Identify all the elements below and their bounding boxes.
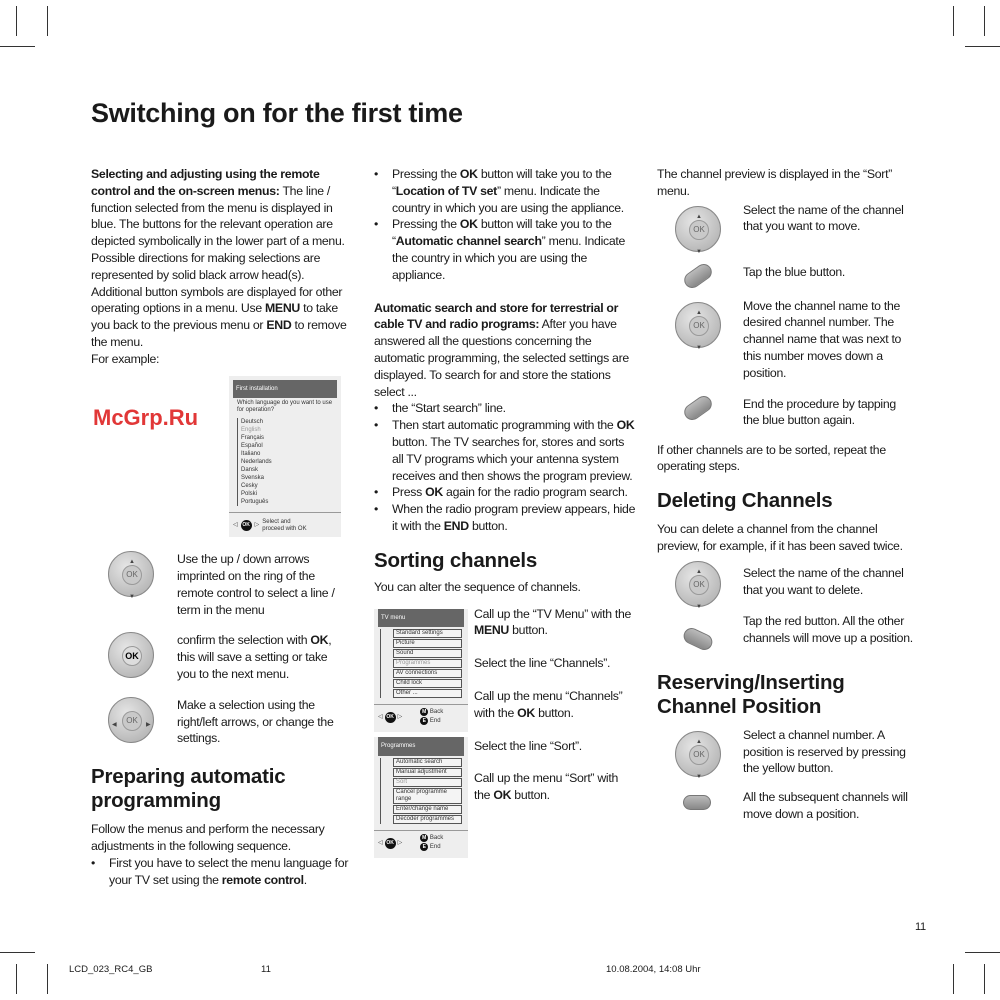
bullet-location: [374, 166, 636, 216]
watermark: McGrp.Ru: [93, 404, 199, 430]
text-segment: confirm the selection with: [177, 633, 311, 648]
remote-control-updown-icon: ▲ ▼ OK: [675, 731, 721, 777]
text-segment: the “Start search” line.: [392, 401, 506, 416]
end-button-icon: E: [420, 717, 428, 725]
text-segment: Pressing the: [392, 217, 460, 232]
language-option: Español: [241, 443, 263, 450]
text-segment: You can alter the sequence of channels.: [374, 579, 581, 594]
ok-button-icon: OK: [385, 838, 396, 849]
heading-reserving-channel: Reserving/Inserting Channel Position: [657, 670, 845, 718]
crop-mark: [47, 6, 48, 36]
text-segment: First you have to select the menu language for your TV set using the: [109, 855, 349, 887]
bold-text: OK: [459, 217, 478, 232]
language-option: Português: [241, 499, 269, 506]
text-segment: button. The TV searches for, stores and sorts all TV programs which your antenna system receives and then shows the program preview.: [392, 434, 633, 483]
text-segment: Press: [392, 485, 426, 500]
text-segment: to take you back to the previous menu or: [91, 301, 338, 333]
crop-mark: [984, 964, 985, 994]
text-segment: Call up the menu “Sort” with the: [474, 771, 619, 803]
reserve-step-1: [743, 727, 915, 777]
menu-button-icon: M: [422, 709, 427, 716]
bold-text: OK: [517, 705, 535, 720]
text-segment: Make a selection using the right/left arrows, or change the settings.: [177, 697, 334, 746]
heading-preparing-programming: Preparing automatic programming: [91, 765, 286, 813]
footer-file: LCD_023_RC4_GB: [69, 964, 153, 975]
crop-mark: [965, 952, 1000, 953]
footer-page: 11: [261, 964, 271, 975]
language-option: Deutsch: [241, 419, 264, 426]
text-segment: All the subsequent channels will move down a position.: [743, 790, 908, 821]
menu-item: Enter/change name: [393, 805, 462, 814]
menu-item: Picture: [393, 639, 462, 648]
arrow-left-icon: ◁: [233, 522, 238, 529]
text-segment: .: [303, 872, 307, 887]
text-segment: Tap the red button. All the other channels will move up a position.: [743, 613, 913, 645]
remote-control-updown-icon: ▲ ▼ OK: [675, 561, 721, 607]
bold-text: MENU: [474, 623, 510, 638]
column-3: [657, 166, 919, 823]
text-segment: Select the line “Sort”.: [474, 738, 582, 753]
menu-hint: Select and proceed with OK: [262, 518, 307, 532]
move-step-4: [743, 396, 915, 430]
crop-mark: [953, 6, 954, 36]
bold-text: OK: [425, 485, 443, 500]
page-title: Switching on for the first time: [91, 98, 463, 128]
text-segment: The channel preview is displayed in the “Sort” menu.: [657, 167, 892, 198]
ok-label: OK: [122, 646, 142, 666]
prep-bullet: [91, 855, 349, 889]
bold-text: MENU: [264, 301, 300, 316]
bold-text: Selecting and adjusting using the remote control and the on-screen menus:: [91, 167, 320, 198]
red-button-icon: [681, 625, 715, 652]
bullet-start-programming: [374, 417, 636, 484]
crop-mark: [984, 6, 985, 36]
language-list: [237, 418, 341, 506]
remote-control-updown-icon: ▲ ▼ OK: [108, 551, 154, 597]
crop-mark: [16, 964, 17, 994]
text-segment: Select the name of the channel that you want to move.: [743, 202, 904, 234]
language-option: Polski: [241, 491, 258, 498]
intro-paragraph: [91, 166, 349, 351]
auto-search-paragraph: [374, 300, 636, 401]
end-label: End: [429, 718, 441, 725]
menu-item: Automatic search: [393, 758, 462, 767]
ok-label: OK: [689, 575, 709, 595]
ok-label: OK: [689, 745, 709, 765]
remote-control-updown-icon: ▲ ▼ OK: [675, 206, 721, 252]
sort-step-5: [474, 770, 636, 804]
blue-button-icon: [681, 260, 715, 290]
heading-sorting-channels: Sorting channels: [374, 548, 538, 572]
text-segment: If other channels are to be sorted, repeat the operating steps.: [657, 442, 886, 474]
ok-button-icon: OK: [241, 520, 252, 531]
blue-button-icon: [681, 392, 715, 422]
tv-menu-screenshot: [374, 609, 468, 733]
text-segment: Call up the “TV Menu” with the: [474, 606, 632, 621]
crop-mark: [0, 46, 35, 47]
text-segment: ” menu. Indicate the country in which you are using the appliance.: [392, 234, 626, 282]
menu-item: AV connections: [393, 669, 462, 678]
text-segment: button.: [534, 705, 574, 720]
menu-item: Decoder programmes: [393, 815, 462, 824]
text-segment: Call up the menu “Channels” with the: [474, 688, 623, 720]
bold-text: remote control: [221, 872, 304, 887]
text-segment: to remove the menu.: [91, 318, 347, 349]
bullet-channel-search: [374, 216, 636, 283]
menu-item: Programmes: [393, 659, 462, 668]
ok-label: OK: [122, 565, 142, 585]
language-option: Italiano: [241, 451, 261, 458]
end-label: End: [429, 844, 441, 851]
text-segment: When the radio program preview appears, hide it with the: [392, 502, 636, 533]
text-segment: End the procedure by tapping the blue button again.: [743, 396, 896, 428]
menu-title: Programmes: [378, 737, 464, 756]
text-segment: button will take you to the “: [392, 167, 612, 198]
deleting-paragraph: [657, 521, 919, 555]
menu-item: Sort: [393, 778, 462, 787]
text-segment: Select a channel number. A position is reserved by pressing the yellow button.: [743, 727, 906, 776]
text-segment: Use the up / down arrows imprinted on the ring of the remote control to select a line / term in the menu: [177, 552, 335, 617]
text-segment: button.: [509, 623, 548, 638]
preview-paragraph: [657, 166, 919, 200]
bold-text: END: [266, 318, 292, 333]
bullet-radio-search: [374, 484, 636, 501]
language-option: Nederlands: [241, 459, 272, 466]
heading-deleting-channels: Deleting Channels: [657, 489, 833, 513]
bold-text: OK: [459, 167, 478, 181]
text-segment: Pressing the: [392, 167, 460, 181]
prep-paragraph: [91, 821, 349, 855]
for-example-label: For example:: [91, 351, 160, 366]
text-segment: Move the channel name to the desired channel number. The channel name that was next to this number moves down a position.: [743, 298, 902, 380]
bullet-start-search: [374, 400, 636, 417]
language-option: English: [241, 427, 261, 434]
menu-item: Other ...: [393, 689, 462, 698]
bold-text: END: [443, 518, 469, 533]
text-segment: button will take you to the “: [392, 217, 612, 249]
page-number: 11: [915, 921, 926, 933]
text-segment: Tap the blue button.: [743, 264, 846, 279]
bold-text: OK: [493, 788, 512, 803]
remote-control-ok-icon: [108, 632, 154, 678]
first-installation-menu: [229, 376, 341, 538]
bold-text: Automatic search and store for terrestrial or cable TV and radio programs:: [374, 300, 619, 332]
text-segment: ” menu. Indicate the country in which you are using the appliance.: [392, 183, 624, 215]
sort-step-2: [474, 655, 636, 672]
language-option: Dansk: [241, 467, 259, 474]
column-1: [91, 166, 349, 888]
language-option: Cesky: [241, 483, 258, 490]
text-segment: button.: [511, 788, 550, 803]
language-option: Français: [241, 435, 265, 442]
menu-item: Sound: [393, 649, 462, 658]
menu-item: Cancel programme range: [393, 788, 462, 804]
ok-label: OK: [689, 316, 709, 336]
text-segment: Select the name of the channel that you want to delete.: [743, 565, 904, 597]
arrow-right-icon: ▷: [397, 713, 403, 720]
repeat-paragraph: [657, 442, 919, 476]
end-button-icon: E: [420, 843, 428, 851]
menu-item: Standard settings: [393, 629, 462, 638]
sort-step-4: [474, 738, 636, 755]
crop-mark: [953, 964, 954, 994]
bold-text: OK: [310, 633, 329, 648]
reserve-step-2: [743, 789, 915, 823]
text-segment: , this will save a setting or take you to the next menu.: [177, 633, 332, 681]
step-leftright: [177, 697, 349, 747]
step-confirm: [177, 632, 349, 682]
text-segment: The line / function selected from the menu is displayed in blue. The buttons for the relevant operation are depicted symbolically in the lower part of a menu. Possible directions for making selections are represented by solid black arrow head(s). Additional button symbols are displayed for other operating options in a menu. Use: [91, 183, 345, 316]
text-segment: again for the radio program search.: [442, 485, 628, 500]
move-step-2: [743, 264, 915, 281]
bold-text: Automatic channel search: [395, 234, 542, 249]
back-label: Back: [429, 835, 444, 842]
move-step-3: [743, 298, 915, 382]
arrow-right-icon: ▷: [254, 522, 260, 529]
arrow-left-icon: ◁: [378, 713, 383, 720]
sorting-paragraph: [374, 579, 636, 596]
bold-text: OK: [616, 418, 635, 433]
column-2: [374, 166, 636, 858]
ok-button-icon: OK: [385, 712, 396, 723]
remote-control-leftright-icon: ◀ ▶ OK: [108, 697, 154, 743]
delete-step-1: [743, 565, 915, 599]
text-segment: You can delete a channel from the channel preview, for example, if it has been saved twice.: [657, 522, 903, 553]
crop-mark: [47, 964, 48, 994]
move-step-1: [743, 202, 915, 236]
text-segment: After you have answered all the questions concerning the automatic programming, the selected settings are displayed. To search for and store the stations select ...: [374, 317, 629, 399]
sort-step-1: [474, 606, 636, 640]
step-updown: [177, 551, 349, 618]
text-segment: Select the line “Channels”.: [474, 656, 611, 671]
yellow-button-icon: [683, 795, 711, 810]
text-segment: Follow the menus and perform the necessary adjustments in the following sequence.: [91, 822, 325, 853]
programmes-menu-screenshot: [374, 737, 468, 858]
ok-label: OK: [122, 711, 142, 731]
bullet-radio-preview: [374, 501, 636, 535]
menu-item: Child lock: [393, 679, 462, 688]
arrow-right-icon: ▷: [397, 839, 403, 846]
menu-title: First installation: [233, 380, 337, 399]
crop-mark: [16, 6, 17, 36]
bold-text: Location of TV set: [395, 183, 497, 198]
crop-mark: [0, 952, 35, 953]
text-segment: button.: [468, 518, 508, 533]
text-segment: Then start automatic programming with the: [392, 418, 617, 433]
ok-label: OK: [689, 220, 709, 240]
language-option: Svenska: [241, 475, 265, 482]
arrow-left-icon: ◁: [378, 839, 383, 846]
crop-mark: [965, 46, 1000, 47]
menu-question: Which language do you want to use for operation?: [237, 400, 333, 414]
remote-control-updown-icon: ▲ ▼ OK: [675, 302, 721, 348]
sort-step-3: [474, 688, 636, 722]
delete-step-2: [743, 613, 915, 647]
back-label: Back: [429, 709, 444, 716]
menu-button-icon: M: [422, 835, 427, 842]
menu-title: TV menu: [378, 609, 464, 628]
menu-item: Manual adjustment: [393, 768, 462, 777]
footer-date: 10.08.2004, 14:08 Uhr: [606, 964, 701, 975]
